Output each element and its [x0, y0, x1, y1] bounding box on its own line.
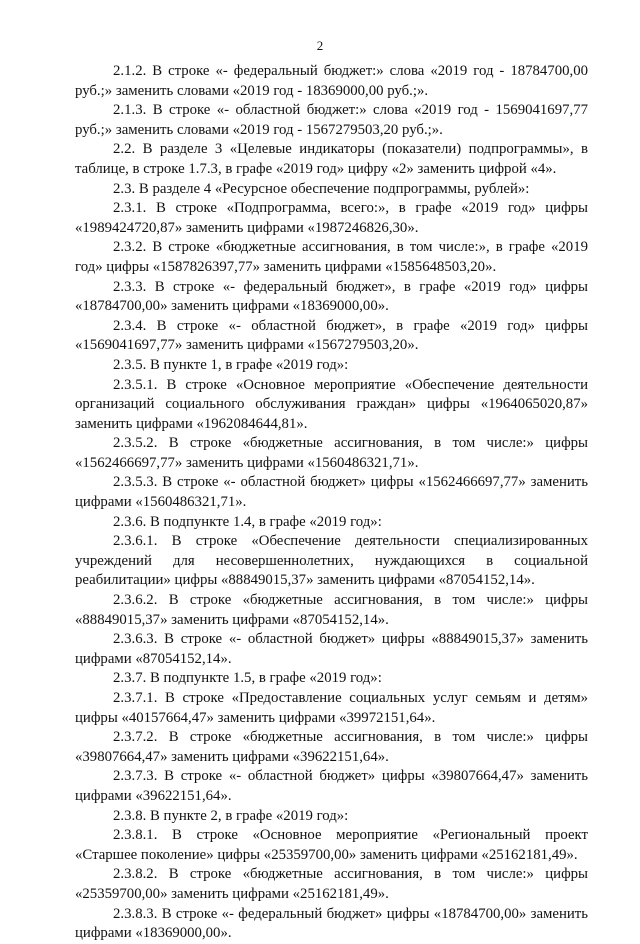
paragraph-2-3-1: 2.3.1. В строке «Подпрограмма, всего:», в графе «2019 год» цифры «1989424720,87» заменить цифрами «1987246826,30». [75, 200, 588, 236]
paragraph-2-3-8-2: 2.3.8.2. В строке «бюджетные ассигнования, в том числе:» цифры «25359700,00» заменить цифрами «25162181,49». [75, 866, 588, 902]
paragraph-2-3-7-3: 2.3.7.3. В строке «- областной бюджет» цифры «39807664,47» заменить цифрами «39622151,64». [75, 768, 588, 804]
paragraph-2-1-2: 2.1.2. В строке «- федеральный бюджет:» слова «2019 год - 18784700,00 руб.;» заменить словами «2019 год - 18369000,00 руб.;». [75, 63, 588, 99]
page-number: 2 [316, 38, 324, 53]
paragraph-2-1-3: 2.1.3. В строке «- областной бюджет:» слова «2019 год - 1569041697,77 руб.;» заменить словами «2019 год - 1567279503,20 руб.;». [75, 102, 588, 138]
document-body [75, 62, 588, 944]
paragraph-2-3-6: 2.3.6. В подпункте 1.4, в графе «2019 год»: [113, 513, 382, 530]
paragraph-2-3-8: 2.3.8. В пункте 2, в графе «2019 год»: [113, 807, 349, 824]
paragraph-2-3-6-1: 2.3.6.1. В строке «Обеспечение деятельности специализированных учреждений для несовершеннолетних, нуждающихся в социальной реабилитации» цифры «88849015,37» заменить цифрами «87054152,14». [75, 533, 588, 589]
paragraph-2-3-2: 2.3.2. В строке «бюджетные ассигнования, в том числе:», в графе «2019 год» цифры «1587826397,77» заменить цифрами «1585648503,20». [75, 239, 588, 275]
paragraph-2-3-6-2: 2.3.6.2. В строке «бюджетные ассигнования, в том числе:» цифры «88849015,37» заменить цифрами «87054152,14». [75, 592, 588, 628]
paragraph-2-3-7-1: 2.3.7.1. В строке «Предоставление социальных услуг семьям и детям» цифры «40157664,47» заменить цифрами «39972151,64». [75, 690, 588, 726]
paragraph-2-3-5-2: 2.3.5.2. В строке «бюджетные ассигнования, в том числе:» цифры «1562466697,77» заменить цифрами «1560486321,71». [75, 435, 588, 471]
paragraph-2-2: 2.2. В разделе 3 «Целевые индикаторы (показатели) подпрограммы», в таблице, в строке 1.7.3, в графе «2019 год» цифру «2» заменить цифрой «4». [75, 141, 588, 177]
paragraph-2-3-5-1: 2.3.5.1. В строке «Основное мероприятие «Обеспечение деятельности организаций социального обслуживания граждан» цифры «1964065020,87» заменить цифрами «1962084644,81». [75, 376, 588, 432]
paragraph-2-3-7: 2.3.7. В подпункте 1.5, в графе «2019 год»: [113, 670, 382, 687]
paragraph-2-3-3: 2.3.3. В строке «- федеральный бюджет», в графе «2019 год» цифры «18784700,00» заменить цифрами «18369000,00». [75, 278, 588, 315]
paragraph-2-3: 2.3. В разделе 4 «Ресурсное обеспечение подпрограммы, рублей»: [113, 180, 530, 197]
paragraph-2-3-5: 2.3.5. В пункте 1, в графе «2019 год»: [113, 356, 349, 373]
paragraph-2-3-4: 2.3.4. В строке «- областной бюджет», в графе «2019 год» цифры «1569041697,77» заменить цифрами «1567279503,20». [75, 317, 588, 354]
paragraph-2-3-5-3: 2.3.5.3. В строке «- областной бюджет» цифры «1562466697,77» заменить цифрами «1560486321,71». [75, 474, 588, 511]
paragraph-2-3-8-3: 2.3.8.3. В строке «- федеральный бюджет» цифры «18784700,00» заменить цифрами «18369000,00». [75, 905, 588, 942]
paragraph-2-3-6-3: 2.3.6.3. В строке «- областной бюджет» цифры «88849015,37» заменить цифрами «87054152,14». [75, 631, 588, 667]
paragraph-2-3-8-1: 2.3.8.1. В строке «Основное мероприятие «Региональный проект «Старшее поколение» цифры «25359700,00» заменить цифрами «25162181,49». [75, 827, 588, 863]
paragraph-2-3-7-2: 2.3.7.2. В строке «бюджетные ассигнования, в том числе:» цифры «39807664,47» заменить цифрами «39622151,64». [75, 729, 588, 765]
